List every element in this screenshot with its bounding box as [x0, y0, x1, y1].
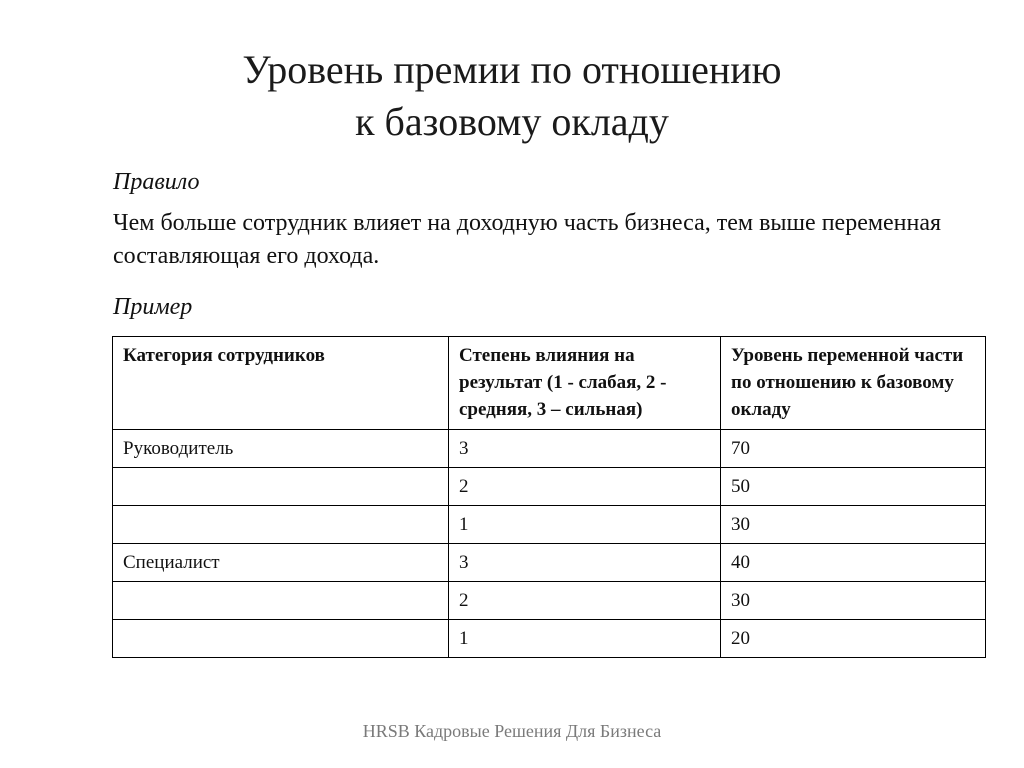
- cell-level: 50: [721, 468, 986, 506]
- cell-level: 40: [721, 544, 986, 582]
- cell-category: [113, 506, 449, 544]
- cell-level: 30: [721, 582, 986, 620]
- cell-category: Специалист: [113, 544, 449, 582]
- cell-level: 30: [721, 506, 986, 544]
- header-impact-degree: Степень влияния на результат (1 - слабая, 2 - средняя, 3 – сильная): [449, 337, 721, 430]
- cell-impact: 1: [449, 620, 721, 658]
- header-employee-category: Категория сотрудников: [113, 337, 449, 430]
- cell-impact: 3: [449, 430, 721, 468]
- table-row: [113, 544, 986, 582]
- footer-brand: HRSB Кадровые Решения Для Бизнеса: [362, 721, 662, 741]
- cell-impact: 2: [449, 468, 721, 506]
- table-row: [113, 506, 986, 544]
- slide-title: [0, 44, 1024, 148]
- cell-impact: 1: [449, 506, 721, 544]
- cell-impact: 3: [449, 544, 721, 582]
- cell-category: [113, 468, 449, 506]
- table-header-row: [113, 337, 986, 430]
- rule-text: Чем больше сотрудник влияет на доходную часть бизнеса, тем выше переменная составляющая его дохода.: [113, 210, 942, 269]
- example-label: Пример: [113, 294, 193, 320]
- table-row: [113, 620, 986, 658]
- table-row: [113, 430, 986, 468]
- cell-category: Руководитель: [113, 430, 449, 468]
- cell-category: [113, 620, 449, 658]
- slide-title-line-2: к базовому окладу: [355, 99, 669, 144]
- rule-label: Правило: [113, 169, 200, 195]
- slide-title-line-1: Уровень премии по отношению: [242, 47, 782, 92]
- header-variable-pay-level: Уровень переменной части по отношению к базовому окладу: [721, 337, 986, 430]
- cell-level: 20: [721, 620, 986, 658]
- table-row: [113, 468, 986, 506]
- cell-category: [113, 582, 449, 620]
- cell-impact: 2: [449, 582, 721, 620]
- cell-level: 70: [721, 430, 986, 468]
- bonus-table: [112, 336, 986, 658]
- table-row: [113, 582, 986, 620]
